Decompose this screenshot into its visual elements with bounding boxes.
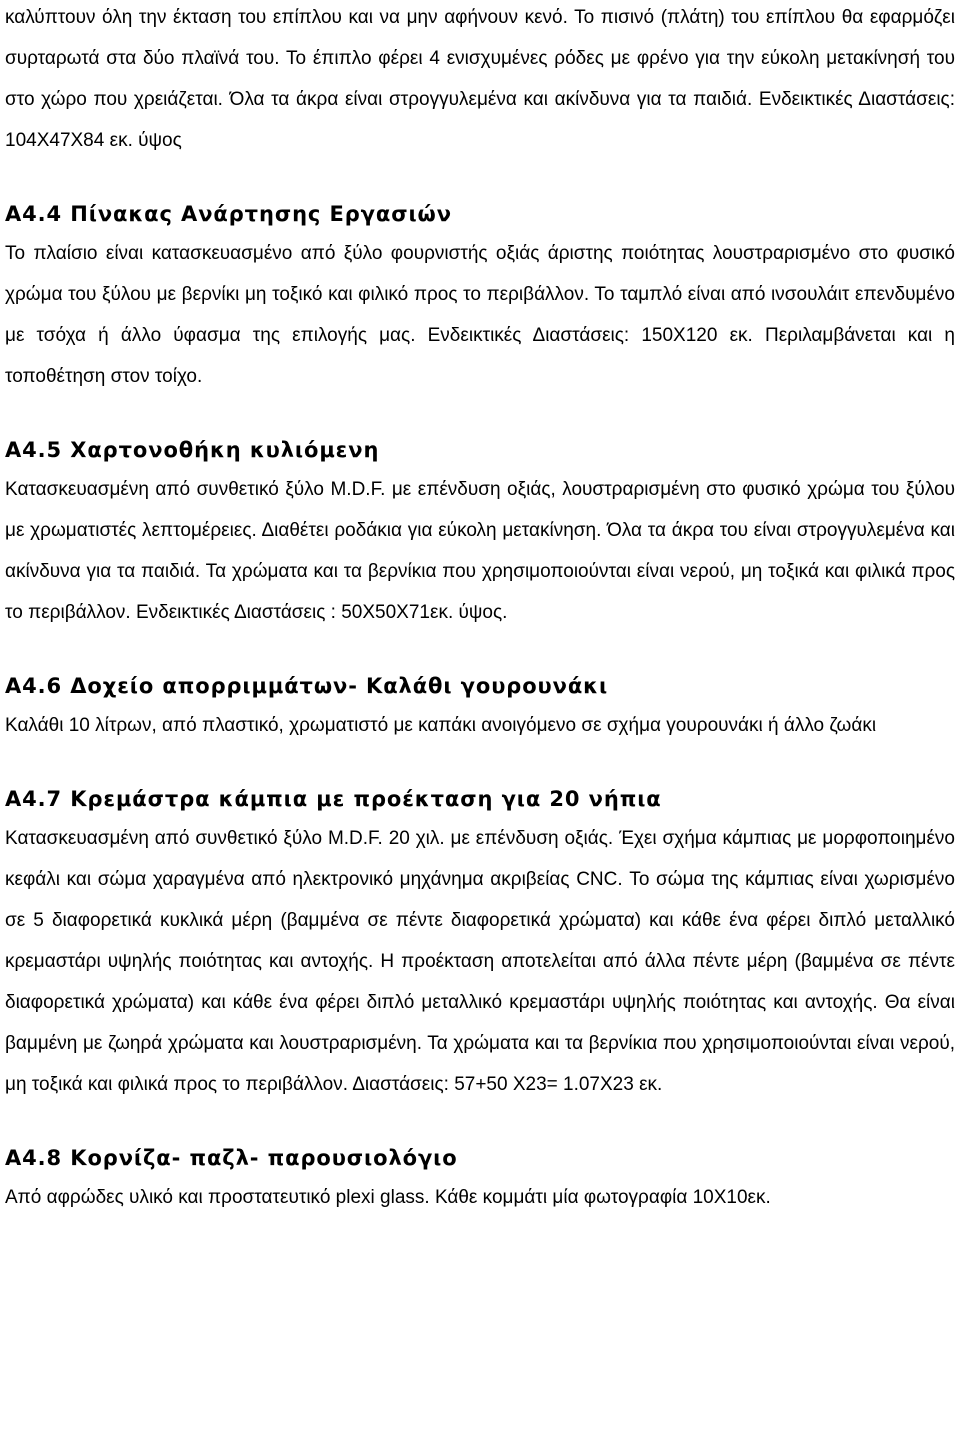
section-a4-6 xyxy=(5,667,955,746)
section-gap xyxy=(5,746,955,780)
section-heading: Α4.7 Κρεμάστρα κάμπια με προέκταση για 20 νήπια xyxy=(5,787,662,811)
section-a4-7 xyxy=(5,780,955,1105)
section-heading: Α4.8 Κορνίζα- παζλ- παρουσιολόγιο xyxy=(5,1146,458,1170)
document-page xyxy=(5,0,955,1218)
section-gap xyxy=(5,633,955,667)
intro-paragraph: καλύπτουν όλη την έκταση του επίπλου και να μην αφήνουν κενό. Το πισινό (πλάτη) του επίπλου θα εφαρμόζει συρταρωτά στα δύο πλαϊνά του. Το έπιπλο φέρει 4 ενισχυμένες ρόδες με φρένο για την εύκολη μετακίνησή του στο χώρο που χρειάζεται. Όλα τα άκρα είναι στρογγυλεμένα και ακίνδυνα για τα παιδιά. Ενδεικτικές Διαστάσεις: 104Χ47Χ84 εκ. ύψος xyxy=(5,7,955,151)
section-body: Καλάθι 10 λίτρων, από πλαστικό, χρωματιστό με καπάκι ανοιγόμενο σε σχήμα γουρουνάκι ή άλλο ζωάκι xyxy=(5,715,877,736)
section-gap xyxy=(5,161,955,195)
section-a4-5 xyxy=(5,431,955,633)
section-heading: Α4.4 Πίνακας Ανάρτησης Εργασιών xyxy=(5,202,452,226)
section-gap xyxy=(5,397,955,431)
section-body: Από αφρώδες υλικό και προστατευτικό plexi glass. Κάθε κομμάτι μία φωτογραφία 10Χ10εκ. xyxy=(5,1187,771,1208)
section-body: Το πλαίσιο είναι κατασκευασμένο από ξύλο φουρνιστής οξιάς άριστης ποιότητας λουστραρισμένο στο φυσικό χρώμα του ξύλου με βερνίκι μη τοξικό και φιλικό προς το περιβάλλον. Το ταμπλό είναι από ινσουλάιτ επενδυμένο με τσόχα ή άλλο ύφασμα της επιλογής μας. Ενδεικτικές Διαστάσεις: 150Χ120 εκ. Περιλαμβάνεται και η τοποθέτηση στον τοίχο. xyxy=(5,243,955,387)
section-heading: Α4.5 Χαρτονοθήκη κυλιόμενη xyxy=(5,438,380,462)
section-gap xyxy=(5,1105,955,1139)
section-heading: Α4.6 Δοχείο απορριμμάτων- Καλάθι γουρουνάκι xyxy=(5,674,609,698)
section-a4-8 xyxy=(5,1139,955,1218)
section-a4-4 xyxy=(5,195,955,397)
section-body: Κατασκευασμένη από συνθετικό ξύλο Μ.D.F. 20 χιλ. με επένδυση οξιάς. Έχει σχήμα κάμπιας με μορφοποιημένο κεφάλι και σώμα χαραγμένα από ηλεκτρονικό μηχάνημα ακριβείας CNC. Το σώμα της κάμπιας είναι χωρισμένο σε 5 διαφορετικά κυκλικά μέρη (βαμμένα σε πέντε διαφορετικά χρώματα) και κάθε ένα φέρει διπλό μεταλλικό κρεμαστάρι υψηλής ποιότητας και αντοχής. Η προέκταση αποτελείται από άλλα πέντε μέρη (βαμμένα σε πέντε διαφορετικά χρώματα) και κάθε ένα φέρει διπλό μεταλλικό κρεμαστάρι υψηλής ποιότητας και αντοχής. Θα είναι βαμμένη με ζωηρά χρώματα και λουστραρισμένη. Τα χρώματα και τα βερνίκια που χρησιμοποιούνται είναι νερού, μη τοξικά και φιλικά προς το περιβάλλον. Διαστάσεις: 57+50 Χ23= 1.07Χ23 εκ. xyxy=(5,828,955,1095)
section-body: Κατασκευασμένη από συνθετικό ξύλο Μ.D.F. με επένδυση οξιάς, λουστραρισμένη στο φυσικό χρώμα του ξύλου με χρωματιστές λεπτομέρειες. Διαθέτει ροδάκια για εύκολη μετακίνηση. Όλα τα άκρα του είναι στρογγυλεμένα και ακίνδυνα για τα παιδιά. Τα χρώματα και τα βερνίκια που χρησιμοποιούνται είναι νερού, μη τοξικά και φιλικά προς το περιβάλλον. Ενδεικτικές Διαστάσεις : 50Χ50Χ71εκ. ύψος. xyxy=(5,479,955,623)
